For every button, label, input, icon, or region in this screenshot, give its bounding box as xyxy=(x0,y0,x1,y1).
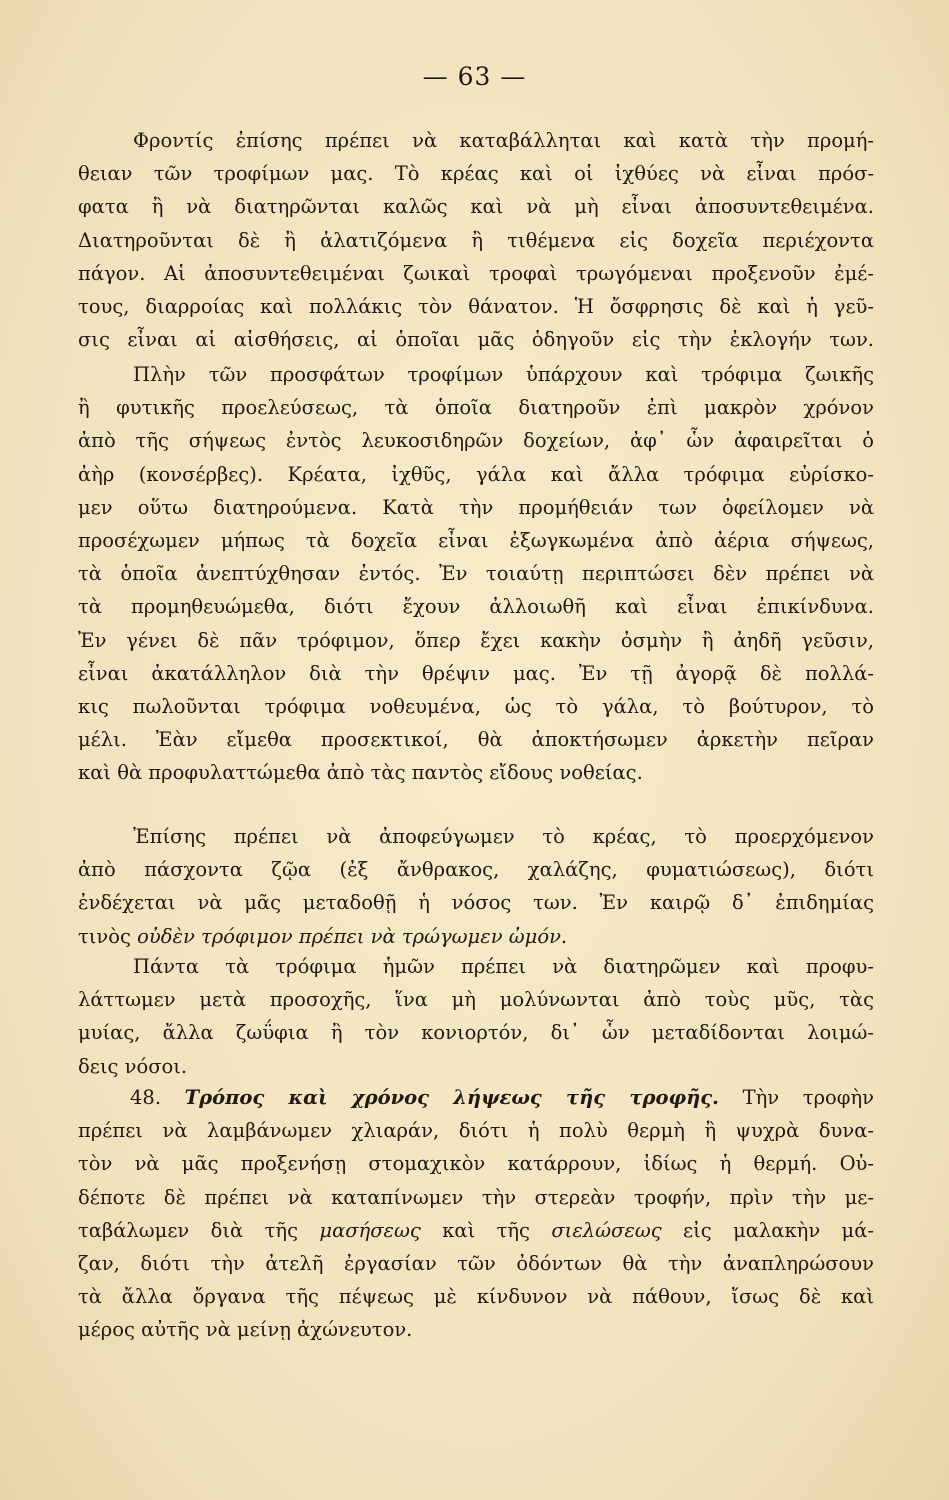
paragraph-preserved-food xyxy=(78,358,874,789)
text-line: φατα ἢ νὰ διατηρῶνται καλῶς καὶ νὰ μὴ εἶναι ἀποσυντεθειμένα. xyxy=(78,195,874,219)
text-line: Πάντα τὰ τρόφιμα ἡμῶν πρέπει νὰ διατηρῶμεν καὶ προφυ- xyxy=(133,955,874,978)
text-line: Πλὴν τῶν προσφάτων τροφίμων ὑπάρχουν καὶ τρόφιμα ζωικῆς xyxy=(133,363,874,386)
text-line: τὰ ἄλλα ὄργανα τῆς πέψεως μὲ κίνδυνον νὰ πάθουν, ἴσως δὲ καὶ xyxy=(78,1285,874,1309)
text-line: κις πωλοῦνται τρόφιμα νοθευμένα, ὡς τὸ γάλα, τὸ βούτυρον, τὸ xyxy=(78,694,874,718)
paragraph-food-protection xyxy=(78,950,874,1083)
italic-emphasis: σιελώσεως xyxy=(551,1218,662,1242)
paragraph-food-supply xyxy=(78,124,874,356)
text-fragment: καὶ τῆς xyxy=(420,1218,552,1242)
italic-emphasis: οὐδὲν τρόφιμον πρέπει νὰ τρώγωμεν ὠμόν. xyxy=(137,924,568,948)
text-line: μέρος αὐτῆς νὰ μείνῃ ἀχώνευτον. xyxy=(78,1318,413,1342)
text-line: τὰ προμηθευώμεθα, διότι ἔχουν ἀλλοιωθῆ καὶ εἶναι ἐπικίνδυνα. xyxy=(78,595,874,619)
text-line: τὰ ὁποῖα ἀνεπτύχθησαν ἐντός. Ἐν τοιαύτῃ περιπτώσει δὲν πρέπει νὰ xyxy=(78,562,874,586)
text-line: Φροντίς ἐπίσης πρέπει νὰ καταβάλληται καὶ κατὰ τὴν προμή- xyxy=(133,129,874,152)
text-line: πάγον. Αἱ ἀποσυντεθειμέναι ζωικαὶ τροφαὶ τρωγόμεναι προξενοῦν ἐμέ- xyxy=(78,261,874,285)
paragraph-diseased-meat xyxy=(78,820,874,953)
section-number: 48. xyxy=(130,1086,162,1109)
italic-emphasis: μασήσεως xyxy=(319,1218,421,1242)
text-line: πρέπει νὰ λαμβάνωμεν χλιαράν, διότι ἡ πολὺ θερμὴ ἢ ψυχρὰ δυνα- xyxy=(78,1119,874,1143)
text-fragment: ταβάλωμεν διὰ τῆς xyxy=(78,1218,320,1242)
text-line: καὶ θὰ προφυλαττώμεθα ἀπὸ τὰς παντὸς εἴδους νοθείας. xyxy=(78,761,643,785)
text-fragment: Τὴν τροφὴν xyxy=(742,1086,874,1109)
section-48 xyxy=(78,1081,874,1347)
text-fragment: εἰς μαλακὴν μά- xyxy=(661,1218,874,1242)
text-line xyxy=(78,920,874,953)
text-line: ἢ φυτικῆς προελεύσεως, τὰ ὁποῖα διατηροῦν ἐπὶ μακρὸν χρόνον xyxy=(78,396,874,420)
text-line: εἶναι ἀκατάλληλον διὰ τὴν θρέψιν μας. Ἐν τῇ ἀγορᾷ δὲ πολλά- xyxy=(78,661,874,685)
text-line: δεις νόσοι. xyxy=(78,1054,188,1078)
text-fragment: τινὸς xyxy=(78,924,138,948)
section-heading-line xyxy=(78,1081,874,1114)
text-line xyxy=(78,1214,874,1247)
text-line: σις εἶναι αἱ αἰσθήσεις, αἱ ὁποῖαι μᾶς ὁδηγοῦν εἰς τὴν ἐκλογήν των. xyxy=(78,328,874,352)
page-number: — 63 — xyxy=(422,62,527,91)
text-line: τους, διαρροίας καὶ πολλάκις τὸν θάνατον. Ἡ ὄσφρησις δὲ καὶ ἡ γεῦ- xyxy=(78,294,874,318)
text-line: ἀπὸ πάσχοντα ζῷα (ἐξ ἄνθρακος, χαλάζης, φυματιώσεως), διότι xyxy=(78,858,874,882)
text-line: μέλι. Ἐὰν εἴμεθα προσεκτικοί, θὰ ἀποκτήσωμεν ἀρκετὴν πεῖραν xyxy=(78,728,874,752)
section-title: Τρόπος καὶ χρόνος λήψεως τῆς τροφῆς. xyxy=(184,1086,719,1109)
text-line: Ἐν γένει δὲ πᾶν τρόφιμον, ὅπερ ἔχει κακὴν ὀσμὴν ἢ ἀηδῆ γεῦσιν, xyxy=(78,628,874,652)
text-line: λάττωμεν μετὰ προσοχῆς, ἵνα μὴ μολύνωνται ἀπὸ τοὺς μῦς, τὰς xyxy=(78,988,874,1012)
text-line: μεν οὕτω διατηρούμενα. Κατὰ τὴν προμήθειάν των ὀφείλομεν νὰ xyxy=(78,495,874,519)
text-line: ἐνδέχεται νὰ μᾶς μεταδοθῇ ἡ νόσος των. Ἐν καιρῷ δ᾽ ἐπιδημίας xyxy=(78,891,874,915)
text-line: ζαν, διότι τὴν ἀτελῆ ἐργασίαν τῶν ὀδόντων θὰ τὴν ἀναπληρώσουν xyxy=(78,1251,874,1275)
text-line: Διατηροῦνται δὲ ἢ ἁλατιζόμενα ἢ τιθέμενα εἰς δοχεῖα περιέχοντα xyxy=(78,228,874,252)
text-line: ἀὴρ (κονσέρβες). Κρέατα, ἰχθῦς, γάλα καὶ ἄλλα τρόφιμα εὑρίσκο- xyxy=(78,462,874,486)
text-line: προσέχωμεν μήπως τὰ δοχεῖα εἶναι ἐξωγκωμένα ἀπὸ ἀέρια σήψεως, xyxy=(78,528,874,552)
text-line: τὸν νὰ μᾶς προξενήσῃ στομαχικὸν κατάρρουν, ἰδίως ἡ θερμή. Οὐ- xyxy=(78,1152,874,1176)
text-line: μυίας, ἄλλα ζωΰφια ἢ τὸν κονιορτόν, δι᾽ ὧν μεταδίδονται λοιμώ- xyxy=(78,1021,874,1045)
text-line: δέποτε δὲ πρέπει νὰ καταπίνωμεν τὴν στερεὰν τροφήν, πρὶν τὴν με- xyxy=(78,1185,874,1209)
text-line: ἀπὸ τῆς σήψεως ἐντὸς λευκοσιδηρῶν δοχείων, ἀφ᾽ ὧν ἀφαιρεῖται ὁ xyxy=(78,429,874,453)
text-line: θειαν τῶν τροφίμων μας. Τὸ κρέας καὶ οἱ ἰχθύες νὰ εἶναι πρόσ- xyxy=(78,162,874,186)
text-line: Ἐπίσης πρέπει νὰ ἀποφεύγωμεν τὸ κρέας, τὸ προερχόμενον xyxy=(133,825,874,848)
